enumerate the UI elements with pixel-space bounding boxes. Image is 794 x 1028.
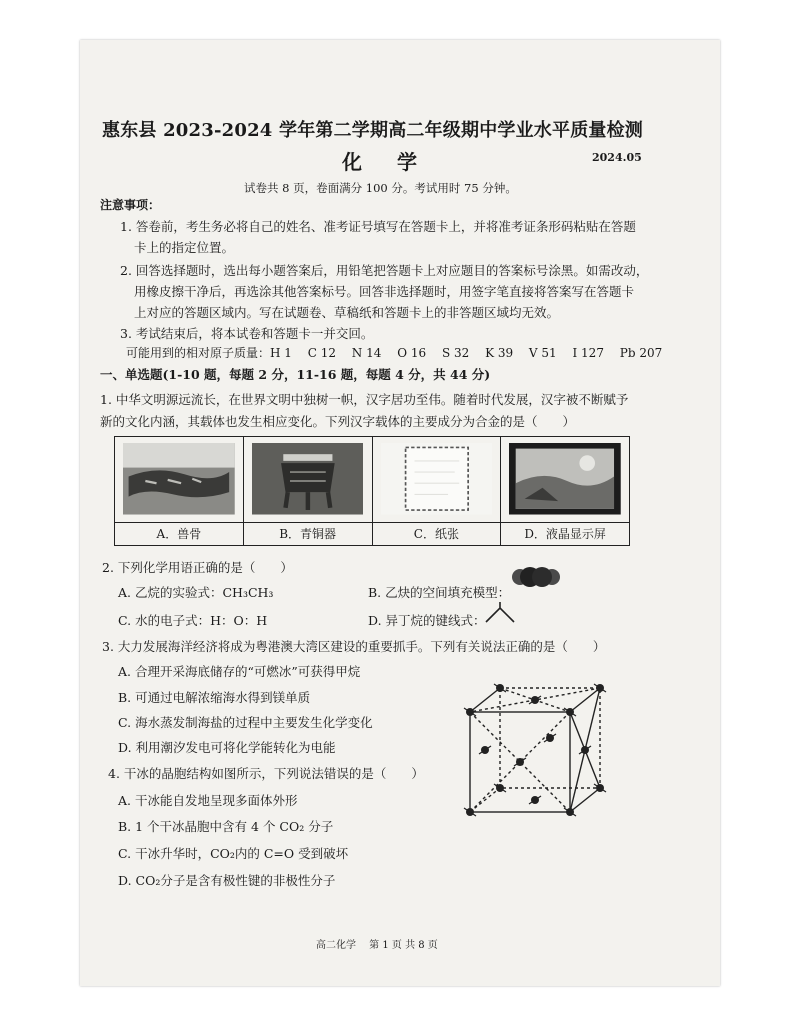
question-3-stem: 3. 大力发展海洋经济将成为粤港澳大湾区建设的重要抓手。下列有关说法正确的是（ ）	[102, 639, 606, 654]
exam-title: 惠东县 2023-2024 学年第二学期高二年级期中学业水平质量检测	[102, 120, 643, 141]
question-4-option-b: B. 1 个干冰晶胞中含有 4 个 CO₂ 分子	[118, 819, 334, 834]
question-2-option-d: D. 异丁烷的键线式：	[368, 613, 486, 628]
question-4-option-a: A. 干冰能自发地呈现多面体外形	[118, 793, 298, 808]
question-2-option-a: A. 乙烷的实验式：CH₃CH₃	[118, 585, 274, 600]
lcd-screen-photo	[509, 443, 621, 515]
option-d-label: D．液晶显示屏	[524, 527, 606, 541]
section-heading: 一、单选题(1-10 题，每题 2 分，11-16 题，每题 4 分，共 44 分)	[100, 367, 491, 382]
option-d-image	[501, 437, 629, 522]
question-2-option-c: C. 水的电子式：H：O：H	[118, 613, 268, 628]
option-c-image	[373, 437, 502, 522]
option-a-image	[115, 437, 244, 522]
question-3-option-a: A. 合理开采海底储存的“可燃冰”可获得甲烷	[118, 664, 361, 679]
exam-page	[80, 40, 720, 986]
option-a-label: A．兽骨	[115, 523, 244, 545]
exam-date: 2024.05	[592, 151, 642, 164]
paper-photo	[381, 443, 493, 515]
notice-line: 1. 答卷前，考生务必将自己的姓名、准考证号填写在答题卡上，并将准考证条形码粘贴在答题	[120, 219, 636, 234]
bronze-vessel-photo	[252, 443, 364, 515]
question-3-option-b: B. 可通过电解浓缩海水得到镁单质	[118, 690, 311, 705]
notice-heading: 注意事项：	[100, 198, 161, 212]
option-c-label: C．纸张	[373, 523, 502, 545]
notice-line: 卡上的指定位置。	[134, 240, 235, 255]
question-2-stem: 2. 下列化学用语正确的是（ ）	[102, 560, 293, 575]
option-b-image	[244, 437, 373, 522]
question-4-option-c: C. 干冰升华时，CO₂内的 C=O 受到破坏	[118, 846, 349, 861]
isobutane-skeletal-formula	[482, 600, 522, 626]
dry-ice-unit-cell-diagram	[460, 682, 612, 830]
exam-info: 试卷共 8 页，卷面满分 100 分。考试用时 75 分钟。	[244, 181, 517, 195]
notice-line: 用橡皮擦干净后，再选涂其他答案标号。回答非选择题时，用签字笔直接将答案写在答题卡	[134, 284, 635, 299]
acetylene-space-filling-model	[508, 566, 564, 588]
page-footer: 高二化学 第 1 页 共 8 页	[316, 940, 438, 951]
bone-photo	[123, 443, 235, 515]
subject-title: 化 学	[342, 150, 431, 174]
notice-line: 2. 回答选择题时，选出每小题答案后，用铅笔把答题卡上对应题目的答案标号涂黑。如需改动，	[120, 263, 649, 278]
question-4-option-d: D. CO₂分子是含有极性键的非极性分子	[118, 873, 336, 888]
question-4-stem: 4. 干冰的晶胞结构如图所示，下列说法错误的是（ ）	[108, 766, 424, 781]
atomic-mass-line: 可能用到的相对原子质量：H 1 C 12 N 14 O 16 S 32 K 39 V 51 I 127 Pb 207	[126, 346, 663, 360]
notice-line: 上对应的答题区域内。写在试题卷、草稿纸和答题卡上的非答题区域均无效。	[134, 305, 560, 320]
notice-line: 3. 考试结束后，将本试卷和答题卡一并交回。	[120, 326, 374, 341]
option-b-label: B．青铜器	[244, 523, 373, 545]
question-1-line: 新的文化内涵，其载体也发生相应变化。下列汉字载体的主要成分为合金的是（ ）	[100, 414, 576, 429]
question-1-line: 1. 中华文明源远流长，在世界文明中独树一帜，汉字居功至伟。随着时代发展，汉字被不断赋予	[100, 392, 629, 407]
question-2-option-b: B. 乙炔的空间填充模型：	[368, 585, 511, 600]
question-1-image-table	[114, 436, 630, 546]
question-3-option-d: D. 利用潮汐发电可将化学能转化为电能	[118, 740, 336, 755]
question-3-option-c: C. 海水蒸发制海盐的过程中主要发生化学变化	[118, 715, 373, 730]
